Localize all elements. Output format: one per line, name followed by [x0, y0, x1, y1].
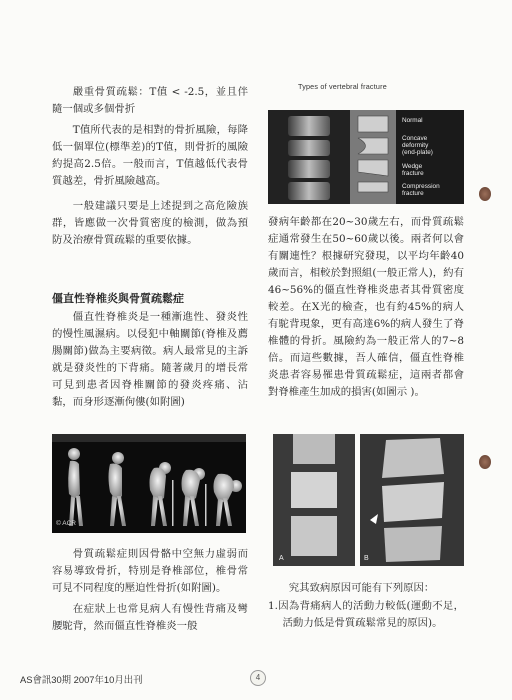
- posture-progression-figure: [52, 434, 246, 533]
- as-description-paragraph: 僵直性脊椎炎是一種漸進性、發炎性的慢性風濕病。以侵犯中軸關節(脊椎及薦腸關節)做為主要病徵。病人最常見的主訴就是發炎性的下背痛。隨著歲月的增長常可見到患者因脊椎關節的發炎疼痛、沾黏，而身形逐漸佝僂(如附圖): [52, 311, 248, 408]
- xray-panel-a: [273, 434, 355, 566]
- label-concave: Concave deformity (end-plate): [402, 135, 433, 156]
- label-wedge: Wedge fracture: [402, 163, 424, 177]
- section-title: 僵直性脊椎炎與骨質疏鬆症: [52, 292, 184, 305]
- osteoporosis-fracture-paragraph: 骨質疏鬆症則因骨骼中空無力虛弱而容易導致骨折，特別是脊椎部位，椎骨常可見不同程度的壓迫性骨折(如附圖)。: [52, 548, 248, 594]
- xray-a-graphic: [273, 434, 355, 566]
- figure-slight-stoop: [109, 452, 127, 526]
- severe-osteoporosis-text: 嚴重骨質疏鬆：T值 < -2.5，並且伴隨一個或多個骨折: [52, 86, 248, 115]
- xray-b-graphic: [360, 434, 464, 566]
- figure-severe: [214, 474, 243, 526]
- xray-panel-b: [360, 434, 464, 566]
- left-lower: [52, 546, 248, 635]
- figure-stooped: [150, 462, 174, 526]
- binder-hole-bottom: [479, 455, 491, 469]
- footer-issue: AS會訊30期 2007年10月出刊: [20, 674, 143, 685]
- symptoms-paragraph: 在症狀上也常見病人有慢性背痛及彎腰駝背，然而僵直性脊椎炎一般: [52, 603, 248, 632]
- figure-upright: [68, 448, 83, 526]
- page-number: 4: [250, 670, 266, 686]
- screening-paragraph: 一般建議只要是上述提到之高危險族群，皆應做一次骨質密度的檢測，做為預防及治療骨質疏鬆的重要依據。: [52, 200, 248, 246]
- binder-hole-top: [479, 187, 491, 201]
- prevalence-paragraph: 發病年齡都在20~30歲左右，而骨質疏鬆症通常發生在50~60歲以後。兩者何以會有關連性？根據研究發現，以平均年齡40歲而言，相較於對照組(一般正常人)，約有46~56%的僵直性脊椎炎患者其骨質密度較差。在X光的檢查，也有約45%的病人有駝背現象，更有高達6%的病人發生了脊椎體的骨折。風險約為一般正常人的7~8倍。而這些數據，吾人確信，僵直性脊椎炎患者容易罹患骨質疏鬆症，這兩者都會對脊椎產生加成的損害(如圖示 )。: [268, 216, 464, 398]
- fracture-figure-graphic: [268, 110, 464, 204]
- right-column: [268, 214, 464, 401]
- left-section: [52, 290, 248, 411]
- panel-b-label: B: [364, 555, 369, 562]
- panel-a-label: A: [279, 555, 284, 562]
- fracture-figure-title: Types of vertebral fracture: [298, 82, 387, 91]
- cause-item-1: 1.因為背痛病人的活動力較低(運動不足，活動力低是骨質疏鬆常見的原因)。: [268, 600, 464, 629]
- label-normal: Normal: [402, 117, 423, 124]
- cause-intro: 究其致病原因可能有下列原因：: [288, 582, 435, 594]
- right-lower: [268, 580, 464, 632]
- vertebral-fracture-figure: [268, 110, 464, 204]
- figure-cane: [182, 468, 207, 526]
- posture-figure-graphic: [52, 434, 246, 533]
- label-compression: Compression fracture: [402, 183, 440, 197]
- left-column: [52, 84, 248, 249]
- t-score-paragraph: T值所代表的是相對的骨折風險，每降低一個單位(標準差)的T值，則骨折的風險約提高2.5倍。一般而言，T值越低代表骨質越差，骨折風險越高。: [52, 124, 248, 187]
- acr-credit: © ACR: [56, 520, 76, 527]
